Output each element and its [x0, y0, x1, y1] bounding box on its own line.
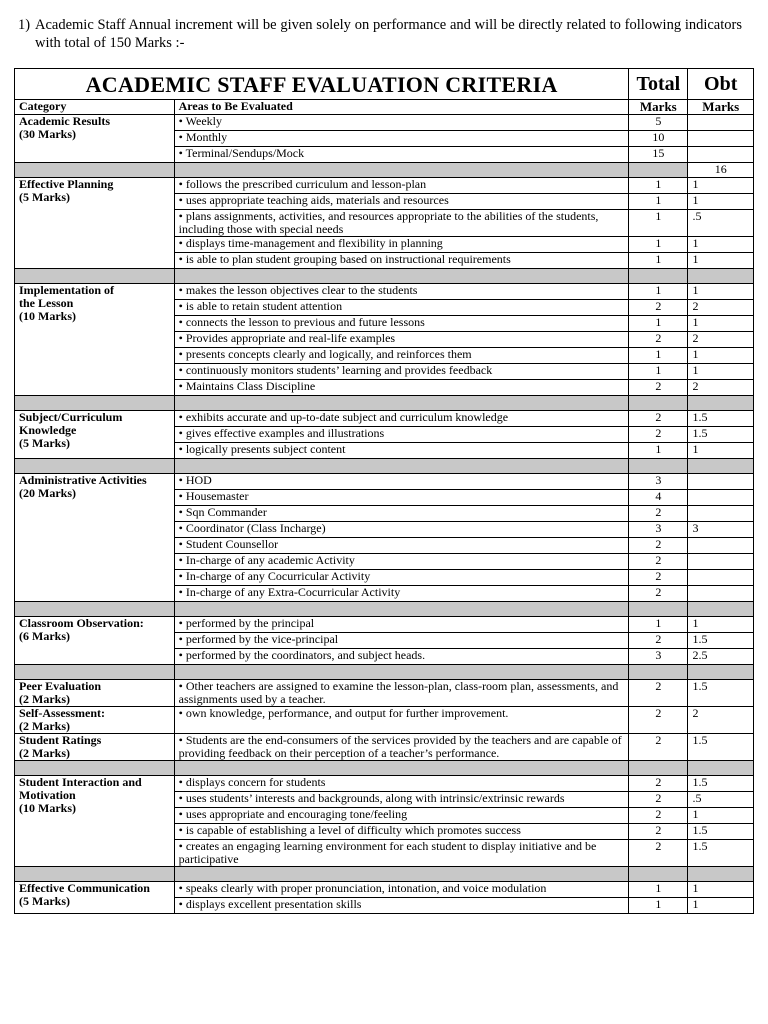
- area-item: • Students are the end-consumers of the services provided by the teachers and are capable of providing feedback on their perception of a teacher’s performance.: [174, 734, 629, 761]
- total-marks-cell: 1: [629, 443, 688, 459]
- obtained-marks-cell: .5: [688, 210, 754, 237]
- category-cell: [15, 115, 175, 163]
- category-label: (5 Marks): [19, 436, 70, 450]
- category-cell: [15, 284, 175, 396]
- area-item: • is able to retain student attention: [174, 300, 629, 316]
- total-marks-cell: 2: [629, 680, 688, 707]
- category-label: Effective Planning: [19, 177, 114, 191]
- separator-obt-cell: [688, 867, 754, 882]
- separator-cell: [15, 459, 175, 474]
- separator-cell: [174, 269, 629, 284]
- area-item: • displays time-management and flexibility in planning: [174, 237, 629, 253]
- areas-heading: Areas to Be Evaluated: [174, 100, 629, 115]
- total-marks-heading: Marks: [629, 100, 688, 115]
- total-marks-cell: 1: [629, 194, 688, 210]
- separator-cell: [174, 459, 629, 474]
- table-row: [15, 284, 754, 300]
- area-item: • is able to plan student grouping based on instructional requirements: [174, 253, 629, 269]
- separator-obt-cell: [688, 269, 754, 284]
- category-label: (30 Marks): [19, 127, 76, 141]
- category-cell: [15, 776, 175, 867]
- title-row: [15, 69, 754, 100]
- category-cell: [15, 680, 175, 707]
- total-marks-cell: 1: [629, 898, 688, 914]
- table-row: [15, 882, 754, 898]
- section-separator: [15, 163, 754, 178]
- area-item: • displays excellent presentation skills: [174, 898, 629, 914]
- total-marks-cell: 1: [629, 348, 688, 364]
- category-label: Academic Results: [19, 114, 110, 128]
- obtained-marks-cell: 1: [688, 348, 754, 364]
- total-marks-cell: 2: [629, 824, 688, 840]
- separator-obt-cell: 16: [688, 163, 754, 178]
- intro-text: Academic Staff Annual increment will be given solely on performance and will be directly related to following indicators with total of 150 Marks :-: [35, 17, 742, 51]
- separator-cell: [15, 867, 175, 882]
- total-marks-cell: 2: [629, 707, 688, 734]
- obtained-marks-cell: 1: [688, 882, 754, 898]
- evaluation-sheet: [14, 68, 754, 914]
- category-label: Student Interaction and: [19, 775, 142, 789]
- separator-cell: [15, 665, 175, 680]
- separator-cell: [629, 459, 688, 474]
- total-marks-cell: 2: [629, 808, 688, 824]
- separator-cell: [629, 396, 688, 411]
- obtained-marks-cell: [688, 586, 754, 602]
- category-label: Classroom Observation:: [19, 616, 144, 630]
- area-item: • performed by the principal: [174, 617, 629, 633]
- table-row: [15, 734, 754, 761]
- category-label: (20 Marks): [19, 486, 76, 500]
- area-item: • uses appropriate and encouraging tone/feeling: [174, 808, 629, 824]
- table-row: [15, 617, 754, 633]
- obtained-marks-cell: 1: [688, 284, 754, 300]
- total-marks-cell: 1: [629, 210, 688, 237]
- total-marks-cell: 2: [629, 300, 688, 316]
- obtained-marks-cell: [688, 115, 754, 131]
- obtained-marks-cell: [688, 570, 754, 586]
- separator-cell: [629, 163, 688, 178]
- obtained-marks-cell: [688, 131, 754, 147]
- category-heading: Category: [15, 100, 175, 115]
- intro-paragraph: [18, 16, 742, 52]
- obtained-marks-cell: 1: [688, 443, 754, 459]
- total-marks-cell: 10: [629, 131, 688, 147]
- obtained-marks-cell: 1.5: [688, 840, 754, 867]
- table-row: [15, 707, 754, 734]
- category-label: the Lesson: [19, 296, 74, 310]
- area-item: • connects the lesson to previous and future lessons: [174, 316, 629, 332]
- total-marks-cell: 2: [629, 332, 688, 348]
- area-item: • exhibits accurate and up-to-date subject and curriculum knowledge: [174, 411, 629, 427]
- total-column-heading: Total: [629, 69, 688, 100]
- area-item: • own knowledge, performance, and output for further improvement.: [174, 707, 629, 734]
- obtained-marks-cell: 2: [688, 332, 754, 348]
- total-marks-cell: 3: [629, 649, 688, 665]
- obtained-marks-cell: 1: [688, 364, 754, 380]
- obtained-marks-cell: 1.5: [688, 680, 754, 707]
- obtained-marks-cell: 1: [688, 253, 754, 269]
- category-cell: [15, 707, 175, 734]
- total-marks-cell: 2: [629, 380, 688, 396]
- category-cell: [15, 474, 175, 602]
- section-separator: [15, 459, 754, 474]
- obtained-marks-cell: 1: [688, 237, 754, 253]
- table-row: [15, 178, 754, 194]
- total-marks-cell: 2: [629, 570, 688, 586]
- obtained-marks-cell: 2: [688, 380, 754, 396]
- area-item: • Sqn Commander: [174, 506, 629, 522]
- area-item: • Monthly: [174, 131, 629, 147]
- obtained-marks-cell: 1.5: [688, 776, 754, 792]
- total-marks-cell: 2: [629, 734, 688, 761]
- separator-cell: [15, 602, 175, 617]
- total-marks-cell: 4: [629, 490, 688, 506]
- obtained-marks-cell: 1: [688, 316, 754, 332]
- separator-cell: [629, 602, 688, 617]
- area-item: • speaks clearly with proper pronunciation, intonation, and voice modulation: [174, 882, 629, 898]
- category-label: Knowledge: [19, 423, 77, 437]
- separator-cell: [174, 665, 629, 680]
- obtained-marks-cell: 1: [688, 617, 754, 633]
- total-marks-cell: 3: [629, 522, 688, 538]
- area-item: • uses students’ interests and backgrounds, along with intrinsic/extrinsic rewards: [174, 792, 629, 808]
- obtained-marks-cell: [688, 506, 754, 522]
- category-label: Effective Communication: [19, 881, 150, 895]
- separator-cell: [174, 163, 629, 178]
- separator-cell: [629, 761, 688, 776]
- total-marks-cell: 2: [629, 554, 688, 570]
- table-row: [15, 411, 754, 427]
- obt-marks-heading: Marks: [688, 100, 754, 115]
- section-separator: [15, 867, 754, 882]
- area-item: • plans assignments, activities, and resources appropriate to the abilities of the students, including those with special needs: [174, 210, 629, 237]
- section-separator: [15, 665, 754, 680]
- obtained-marks-cell: [688, 490, 754, 506]
- separator-cell: [174, 761, 629, 776]
- area-item: • In-charge of any academic Activity: [174, 554, 629, 570]
- category-cell: [15, 882, 175, 914]
- area-item: • performed by the coordinators, and subject heads.: [174, 649, 629, 665]
- total-marks-cell: 2: [629, 586, 688, 602]
- total-marks-cell: 2: [629, 411, 688, 427]
- area-item: • Coordinator (Class Incharge): [174, 522, 629, 538]
- obtained-marks-cell: 1.5: [688, 427, 754, 443]
- separator-cell: [15, 396, 175, 411]
- total-marks-cell: 1: [629, 284, 688, 300]
- obtained-marks-cell: 1: [688, 178, 754, 194]
- total-marks-cell: 2: [629, 776, 688, 792]
- area-item: • uses appropriate teaching aids, materials and resources: [174, 194, 629, 210]
- area-item: • presents concepts clearly and logically, and reinforces them: [174, 348, 629, 364]
- total-marks-cell: 1: [629, 617, 688, 633]
- separator-cell: [15, 269, 175, 284]
- total-marks-cell: 2: [629, 506, 688, 522]
- area-item: • In-charge of any Extra-Cocurricular Activity: [174, 586, 629, 602]
- category-label: (10 Marks): [19, 801, 76, 815]
- obtained-marks-cell: 1: [688, 808, 754, 824]
- category-label: (2 Marks): [19, 746, 70, 760]
- separator-cell: [629, 665, 688, 680]
- separator-obt-cell: [688, 396, 754, 411]
- obtained-marks-cell: 2.5: [688, 649, 754, 665]
- obtained-marks-cell: 1.5: [688, 633, 754, 649]
- total-marks-cell: 2: [629, 538, 688, 554]
- total-marks-cell: 2: [629, 633, 688, 649]
- evaluation-table: [14, 68, 754, 914]
- total-marks-cell: 3: [629, 474, 688, 490]
- obtained-marks-cell: 1: [688, 194, 754, 210]
- separator-cell: [174, 396, 629, 411]
- area-item: • Other teachers are assigned to examine the lesson-plan, class-room plan, assessments, and assignments used by a teacher.: [174, 680, 629, 707]
- category-label: Student Ratings: [19, 733, 102, 747]
- category-label: Subject/Curriculum: [19, 410, 123, 424]
- category-label: (5 Marks): [19, 190, 70, 204]
- area-item: • is capable of establishing a level of difficulty which promotes success: [174, 824, 629, 840]
- area-item: • continuously monitors students’ learning and provides feedback: [174, 364, 629, 380]
- section-separator: [15, 761, 754, 776]
- separator-obt-cell: [688, 602, 754, 617]
- area-item: • HOD: [174, 474, 629, 490]
- area-item: • In-charge of any Cocurricular Activity: [174, 570, 629, 586]
- obtained-marks-cell: [688, 554, 754, 570]
- table-row: [15, 474, 754, 490]
- separator-cell: [629, 269, 688, 284]
- total-marks-cell: 1: [629, 178, 688, 194]
- intro-number: 1): [18, 17, 31, 33]
- separator-cell: [174, 867, 629, 882]
- category-label: Implementation of: [19, 283, 114, 297]
- total-marks-cell: 1: [629, 237, 688, 253]
- area-item: • performed by the vice-principal: [174, 633, 629, 649]
- category-label: Self-Assessment:: [19, 706, 105, 720]
- header-row: [15, 100, 754, 115]
- area-item: • Terminal/Sendups/Mock: [174, 147, 629, 163]
- area-item: • logically presents subject content: [174, 443, 629, 459]
- area-item: • creates an engaging learning environment for each student to display initiative and be participative: [174, 840, 629, 867]
- category-cell: [15, 411, 175, 459]
- category-label: (2 Marks): [19, 692, 70, 706]
- category-label: (10 Marks): [19, 309, 76, 323]
- separator-obt-cell: [688, 459, 754, 474]
- separator-cell: [174, 602, 629, 617]
- obtained-marks-cell: .5: [688, 792, 754, 808]
- area-item: • Maintains Class Discipline: [174, 380, 629, 396]
- separator-cell: [629, 867, 688, 882]
- section-separator: [15, 269, 754, 284]
- total-marks-cell: 1: [629, 882, 688, 898]
- category-label: Peer Evaluation: [19, 679, 102, 693]
- separator-cell: [15, 761, 175, 776]
- separator-cell: [15, 163, 175, 178]
- total-marks-cell: 15: [629, 147, 688, 163]
- category-label: Administrative Activities: [19, 473, 147, 487]
- section-separator: [15, 396, 754, 411]
- total-marks-cell: 2: [629, 840, 688, 867]
- category-label: (2 Marks): [19, 719, 70, 733]
- obtained-marks-cell: 2: [688, 300, 754, 316]
- category-label: (5 Marks): [19, 894, 70, 908]
- area-item: • follows the prescribed curriculum and lesson-plan: [174, 178, 629, 194]
- obtained-marks-cell: 1: [688, 898, 754, 914]
- section-separator: [15, 602, 754, 617]
- area-item: • Weekly: [174, 115, 629, 131]
- obtained-marks-cell: 1.5: [688, 734, 754, 761]
- table-row: [15, 680, 754, 707]
- obtained-marks-cell: 1.5: [688, 824, 754, 840]
- total-marks-cell: 2: [629, 792, 688, 808]
- table-row: [15, 776, 754, 792]
- total-marks-cell: 1: [629, 364, 688, 380]
- obt-column-heading: Obt: [688, 69, 754, 100]
- area-item: • Student Counsellor: [174, 538, 629, 554]
- category-label: (6 Marks): [19, 629, 70, 643]
- area-item: • gives effective examples and illustrations: [174, 427, 629, 443]
- category-label: Motivation: [19, 788, 76, 802]
- separator-obt-cell: [688, 665, 754, 680]
- obtained-marks-cell: 3: [688, 522, 754, 538]
- obtained-marks-cell: [688, 474, 754, 490]
- category-cell: [15, 178, 175, 269]
- total-marks-cell: 5: [629, 115, 688, 131]
- obtained-marks-cell: [688, 538, 754, 554]
- area-item: • makes the lesson objectives clear to the students: [174, 284, 629, 300]
- table-title: ACADEMIC STAFF EVALUATION CRITERIA: [15, 69, 629, 100]
- category-cell: [15, 734, 175, 761]
- obtained-marks-cell: 2: [688, 707, 754, 734]
- total-marks-cell: 2: [629, 427, 688, 443]
- area-item: • Housemaster: [174, 490, 629, 506]
- total-marks-cell: 1: [629, 253, 688, 269]
- area-item: • Provides appropriate and real-life examples: [174, 332, 629, 348]
- total-marks-cell: 1: [629, 316, 688, 332]
- obtained-marks-cell: [688, 147, 754, 163]
- table-row: [15, 115, 754, 131]
- obtained-marks-cell: 1.5: [688, 411, 754, 427]
- separator-obt-cell: [688, 761, 754, 776]
- category-cell: [15, 617, 175, 665]
- area-item: • displays concern for students: [174, 776, 629, 792]
